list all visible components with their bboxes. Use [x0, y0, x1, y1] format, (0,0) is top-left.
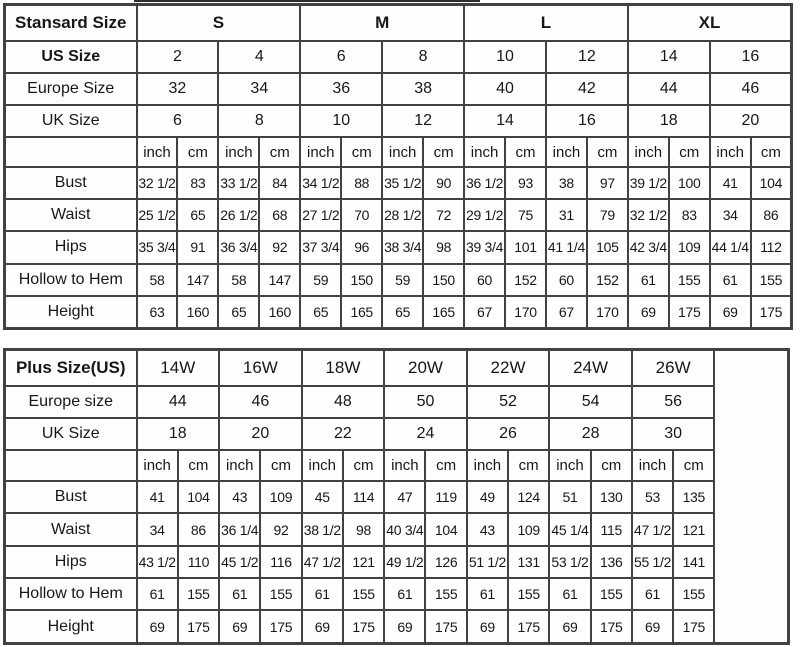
measure-value-cell: 152: [587, 264, 628, 296]
measure-value-cell: 135: [673, 481, 714, 513]
measure-row-label: Height: [5, 610, 137, 643]
measure-value-cell: 175: [508, 610, 549, 643]
measure-value-cell: 100: [669, 167, 710, 199]
measure-value-cell: 61: [219, 578, 260, 610]
unit-header-cell: inch: [137, 450, 178, 481]
measure-value-cell: 136: [591, 546, 632, 578]
measure-value-cell: 26 1/2: [218, 199, 259, 231]
measure-value-cell: 150: [341, 264, 382, 296]
size-row: [5, 418, 789, 450]
measure-value-cell: 61: [384, 578, 425, 610]
measure-value-cell: 147: [259, 264, 300, 296]
measure-value-cell: 34: [137, 513, 178, 545]
measure-value-cell: 61: [302, 578, 343, 610]
measure-row-label: Bust: [5, 481, 137, 513]
measure-value-cell: 39 3/4: [464, 231, 505, 263]
measure-value-cell: 152: [505, 264, 546, 296]
size-group-header: 20W: [384, 350, 467, 386]
unit-header-cell: inch: [546, 137, 587, 167]
measure-value-cell: 36 1/2: [464, 167, 505, 199]
unit-header-cell: inch: [464, 137, 505, 167]
unit-header-cell: cm: [423, 137, 464, 167]
measure-value-cell: 41: [137, 481, 178, 513]
measure-value-cell: 38: [546, 167, 587, 199]
measure-value-cell: 33 1/2: [218, 167, 259, 199]
measure-value-cell: 147: [177, 264, 218, 296]
measure-value-cell: 101: [505, 231, 546, 263]
size-row-label: UK Size: [5, 418, 137, 450]
size-value-cell: 52: [467, 386, 550, 418]
measure-row-label: Bust: [5, 167, 137, 199]
measure-value-cell: 47 1/2: [632, 513, 673, 545]
unit-header-cell: inch: [467, 450, 508, 481]
measure-value-cell: 59: [300, 264, 341, 296]
measure-value-cell: 44 1/4: [710, 231, 751, 263]
measure-value-cell: 45 1/2: [219, 546, 260, 578]
measure-row-label: Hollow to Hem: [5, 264, 137, 296]
measure-value-cell: 55 1/2: [632, 546, 673, 578]
measure-value-cell: 83: [669, 199, 710, 231]
size-value-cell: 16: [710, 41, 792, 73]
size-row: [5, 41, 792, 73]
size-value-cell: 10: [464, 41, 546, 73]
size-row: [5, 73, 792, 105]
unit-header-cell: inch: [632, 450, 673, 481]
size-value-cell: 46: [219, 386, 302, 418]
size-value-cell: 42: [546, 73, 628, 105]
measure-value-cell: 90: [423, 167, 464, 199]
measure-value-cell: 51 1/2: [467, 546, 508, 578]
measure-value-cell: 165: [341, 296, 382, 329]
measure-value-cell: 61: [137, 578, 178, 610]
size-group-header: L: [464, 5, 628, 41]
measure-value-cell: 109: [260, 481, 301, 513]
measure-value-cell: 79: [587, 199, 628, 231]
measure-value-cell: 175: [343, 610, 384, 643]
measure-value-cell: 43: [219, 481, 260, 513]
measure-value-cell: 155: [425, 578, 466, 610]
empty-cell: [714, 350, 788, 644]
measure-row-label: Height: [5, 296, 137, 329]
size-value-cell: 46: [710, 73, 792, 105]
size-value-cell: 44: [137, 386, 220, 418]
cropped-text-artifact: [134, 0, 480, 2]
measure-value-cell: 58: [137, 264, 178, 296]
measure-value-cell: 60: [546, 264, 587, 296]
measure-row: [5, 199, 792, 231]
measure-value-cell: 27 1/2: [300, 199, 341, 231]
size-value-cell: 36: [300, 73, 382, 105]
size-value-cell: 24: [384, 418, 467, 450]
size-value-cell: 32: [137, 73, 219, 105]
measure-value-cell: 47 1/2: [302, 546, 343, 578]
measure-value-cell: 155: [673, 578, 714, 610]
measure-value-cell: 36 3/4: [218, 231, 259, 263]
measure-value-cell: 115: [591, 513, 632, 545]
unit-header-cell: inch: [384, 450, 425, 481]
unit-header-cell: cm: [673, 450, 714, 481]
unit-header-cell: inch: [382, 137, 423, 167]
measure-value-cell: 61: [710, 264, 751, 296]
size-value-cell: 44: [628, 73, 710, 105]
size-row-label: US Size: [5, 41, 137, 73]
measure-row-label: Hollow to Hem: [5, 578, 137, 610]
size-group-header: 22W: [467, 350, 550, 386]
group-header-row: [5, 5, 792, 41]
measure-value-cell: 86: [178, 513, 219, 545]
measure-value-cell: 42 3/4: [628, 231, 669, 263]
measure-value-cell: 109: [508, 513, 549, 545]
unit-row-blank-label: [5, 450, 137, 481]
measure-row: [5, 546, 789, 578]
measure-value-cell: 61: [632, 578, 673, 610]
size-value-cell: 22: [302, 418, 385, 450]
size-row-label: Europe Size: [5, 73, 137, 105]
measure-row: [5, 513, 789, 545]
measure-value-cell: 67: [546, 296, 587, 329]
size-value-cell: 6: [300, 41, 382, 73]
measure-value-cell: 65: [382, 296, 423, 329]
size-group-header: XL: [628, 5, 792, 41]
measure-value-cell: 37 3/4: [300, 231, 341, 263]
measure-value-cell: 68: [259, 199, 300, 231]
size-value-cell: 18: [137, 418, 220, 450]
measure-value-cell: 34: [710, 199, 751, 231]
unit-header-cell: inch: [137, 137, 178, 167]
measure-value-cell: 96: [341, 231, 382, 263]
measure-value-cell: 49 1/2: [384, 546, 425, 578]
unit-header-cell: cm: [751, 137, 792, 167]
measure-value-cell: 53: [632, 481, 673, 513]
size-group-header: 14W: [137, 350, 220, 386]
size-value-cell: 12: [382, 105, 464, 137]
measure-value-cell: 41: [710, 167, 751, 199]
measure-value-cell: 112: [751, 231, 792, 263]
size-row-label: Europe size: [5, 386, 137, 418]
measure-value-cell: 124: [508, 481, 549, 513]
measure-value-cell: 53 1/2: [549, 546, 590, 578]
measure-value-cell: 61: [549, 578, 590, 610]
measure-value-cell: 175: [425, 610, 466, 643]
measure-value-cell: 69: [137, 610, 178, 643]
measure-row-label: Waist: [5, 513, 137, 545]
unit-header-cell: cm: [341, 137, 382, 167]
plus-size-table: [3, 348, 790, 645]
measure-value-cell: 175: [669, 296, 710, 329]
size-value-cell: 20: [710, 105, 792, 137]
measure-value-cell: 59: [382, 264, 423, 296]
size-value-cell: 54: [549, 386, 632, 418]
measure-value-cell: 98: [423, 231, 464, 263]
measure-value-cell: 35 1/2: [382, 167, 423, 199]
measure-value-cell: 35 3/4: [137, 231, 178, 263]
measure-value-cell: 58: [218, 264, 259, 296]
group-header-row: [5, 350, 789, 386]
unit-header-cell: cm: [259, 137, 300, 167]
measure-value-cell: 97: [587, 167, 628, 199]
measure-value-cell: 41 1/4: [546, 231, 587, 263]
size-value-cell: 10: [300, 105, 382, 137]
measure-value-cell: 69: [628, 296, 669, 329]
measure-value-cell: 155: [343, 578, 384, 610]
measure-value-cell: 39 1/2: [628, 167, 669, 199]
measure-value-cell: 43 1/2: [137, 546, 178, 578]
measure-value-cell: 155: [508, 578, 549, 610]
size-group-header: 16W: [219, 350, 302, 386]
size-value-cell: 34: [218, 73, 300, 105]
measure-row: [5, 231, 792, 263]
size-value-cell: 12: [546, 41, 628, 73]
measure-value-cell: 38 1/2: [302, 513, 343, 545]
standard-size-table: [3, 3, 793, 330]
size-value-cell: 26: [467, 418, 550, 450]
unit-header-cell: inch: [628, 137, 669, 167]
measure-value-cell: 28 1/2: [382, 199, 423, 231]
measure-value-cell: 69: [467, 610, 508, 643]
size-group-header: 24W: [549, 350, 632, 386]
measure-value-cell: 45: [302, 481, 343, 513]
size-value-cell: 6: [137, 105, 219, 137]
measure-value-cell: 119: [425, 481, 466, 513]
measure-value-cell: 83: [177, 167, 218, 199]
measure-value-cell: 114: [343, 481, 384, 513]
unit-header-cell: inch: [302, 450, 343, 481]
measure-value-cell: 69: [384, 610, 425, 643]
measure-value-cell: 155: [178, 578, 219, 610]
size-value-cell: 28: [549, 418, 632, 450]
measure-value-cell: 69: [219, 610, 260, 643]
measure-row-label: Waist: [5, 199, 137, 231]
measure-value-cell: 131: [508, 546, 549, 578]
size-value-cell: 20: [219, 418, 302, 450]
measure-value-cell: 51: [549, 481, 590, 513]
measure-value-cell: 105: [587, 231, 628, 263]
size-group-header: M: [300, 5, 464, 41]
measure-value-cell: 29 1/2: [464, 199, 505, 231]
size-row-label: UK Size: [5, 105, 137, 137]
measure-value-cell: 65: [177, 199, 218, 231]
unit-header-row: [5, 450, 789, 481]
measure-value-cell: 69: [549, 610, 590, 643]
measure-value-cell: 175: [591, 610, 632, 643]
size-value-cell: 50: [384, 386, 467, 418]
unit-header-cell: inch: [219, 450, 260, 481]
measure-value-cell: 65: [300, 296, 341, 329]
measure-value-cell: 67: [464, 296, 505, 329]
measure-value-cell: 92: [260, 513, 301, 545]
measure-value-cell: 121: [673, 513, 714, 545]
measure-value-cell: 175: [673, 610, 714, 643]
size-value-cell: 18: [628, 105, 710, 137]
measure-value-cell: 75: [505, 199, 546, 231]
measure-value-cell: 61: [628, 264, 669, 296]
size-group-header: 26W: [632, 350, 715, 386]
size-value-cell: 30: [632, 418, 715, 450]
measure-value-cell: 60: [464, 264, 505, 296]
unit-header-cell: cm: [591, 450, 632, 481]
measure-value-cell: 45 1/4: [549, 513, 590, 545]
measure-row-label: Hips: [5, 231, 137, 263]
measure-value-cell: 63: [137, 296, 178, 329]
measure-value-cell: 141: [673, 546, 714, 578]
unit-row-blank-label: [5, 137, 137, 167]
unit-header-cell: cm: [177, 137, 218, 167]
size-group-header: S: [137, 5, 301, 41]
measure-value-cell: 109: [669, 231, 710, 263]
size-value-cell: 16: [546, 105, 628, 137]
measure-value-cell: 61: [467, 578, 508, 610]
measure-value-cell: 32 1/2: [137, 167, 178, 199]
measure-value-cell: 175: [751, 296, 792, 329]
size-row: [5, 105, 792, 137]
measure-value-cell: 160: [177, 296, 218, 329]
measure-value-cell: 72: [423, 199, 464, 231]
measure-value-cell: 116: [260, 546, 301, 578]
corner-label: Plus Size(US): [5, 350, 137, 386]
measure-value-cell: 38 3/4: [382, 231, 423, 263]
measure-row-label: Hips: [5, 546, 137, 578]
corner-label: Stansard Size: [5, 5, 137, 41]
measure-value-cell: 150: [423, 264, 464, 296]
measure-value-cell: 121: [343, 546, 384, 578]
size-group-header: 18W: [302, 350, 385, 386]
measure-value-cell: 86: [751, 199, 792, 231]
measure-value-cell: 170: [505, 296, 546, 329]
unit-header-cell: inch: [300, 137, 341, 167]
measure-value-cell: 155: [260, 578, 301, 610]
measure-row: [5, 578, 789, 610]
measure-value-cell: 175: [178, 610, 219, 643]
size-value-cell: 14: [628, 41, 710, 73]
measure-value-cell: 130: [591, 481, 632, 513]
unit-header-cell: inch: [710, 137, 751, 167]
measure-value-cell: 170: [587, 296, 628, 329]
measure-value-cell: 92: [259, 231, 300, 263]
measure-value-cell: 165: [423, 296, 464, 329]
measure-value-cell: 104: [425, 513, 466, 545]
measure-value-cell: 40 3/4: [384, 513, 425, 545]
measure-value-cell: 65: [218, 296, 259, 329]
measure-row: [5, 167, 792, 199]
measure-value-cell: 110: [178, 546, 219, 578]
measure-value-cell: 104: [178, 481, 219, 513]
measure-value-cell: 34 1/2: [300, 167, 341, 199]
size-value-cell: 14: [464, 105, 546, 137]
measure-value-cell: 155: [591, 578, 632, 610]
measure-value-cell: 126: [425, 546, 466, 578]
size-value-cell: 38: [382, 73, 464, 105]
measure-value-cell: 31: [546, 199, 587, 231]
measure-row: [5, 264, 792, 296]
size-value-cell: 8: [218, 105, 300, 137]
measure-value-cell: 84: [259, 167, 300, 199]
measure-value-cell: 69: [632, 610, 673, 643]
measure-row: [5, 296, 792, 329]
measure-value-cell: 88: [341, 167, 382, 199]
measure-value-cell: 155: [669, 264, 710, 296]
measure-value-cell: 104: [751, 167, 792, 199]
unit-header-cell: inch: [549, 450, 590, 481]
unit-header-cell: inch: [218, 137, 259, 167]
measure-value-cell: 47: [384, 481, 425, 513]
measure-row: [5, 610, 789, 643]
measure-value-cell: 36 1/4: [219, 513, 260, 545]
size-value-cell: 2: [137, 41, 219, 73]
unit-header-cell: cm: [669, 137, 710, 167]
measure-row: [5, 481, 789, 513]
measure-value-cell: 25 1/2: [137, 199, 178, 231]
unit-header-cell: cm: [260, 450, 301, 481]
size-value-cell: 40: [464, 73, 546, 105]
measure-value-cell: 98: [343, 513, 384, 545]
unit-header-cell: cm: [425, 450, 466, 481]
unit-header-cell: cm: [508, 450, 549, 481]
size-row: [5, 386, 789, 418]
measure-value-cell: 69: [302, 610, 343, 643]
measure-value-cell: 69: [710, 296, 751, 329]
unit-header-cell: cm: [178, 450, 219, 481]
measure-value-cell: 43: [467, 513, 508, 545]
measure-value-cell: 93: [505, 167, 546, 199]
unit-header-cell: cm: [587, 137, 628, 167]
measure-value-cell: 49: [467, 481, 508, 513]
measure-value-cell: 160: [259, 296, 300, 329]
size-value-cell: 56: [632, 386, 715, 418]
measure-value-cell: 70: [341, 199, 382, 231]
measure-value-cell: 155: [751, 264, 792, 296]
measure-value-cell: 32 1/2: [628, 199, 669, 231]
unit-header-cell: cm: [505, 137, 546, 167]
size-value-cell: 4: [218, 41, 300, 73]
measure-value-cell: 175: [260, 610, 301, 643]
unit-header-cell: cm: [343, 450, 384, 481]
unit-header-row: [5, 137, 792, 167]
size-value-cell: 8: [382, 41, 464, 73]
measure-value-cell: 91: [177, 231, 218, 263]
size-value-cell: 48: [302, 386, 385, 418]
